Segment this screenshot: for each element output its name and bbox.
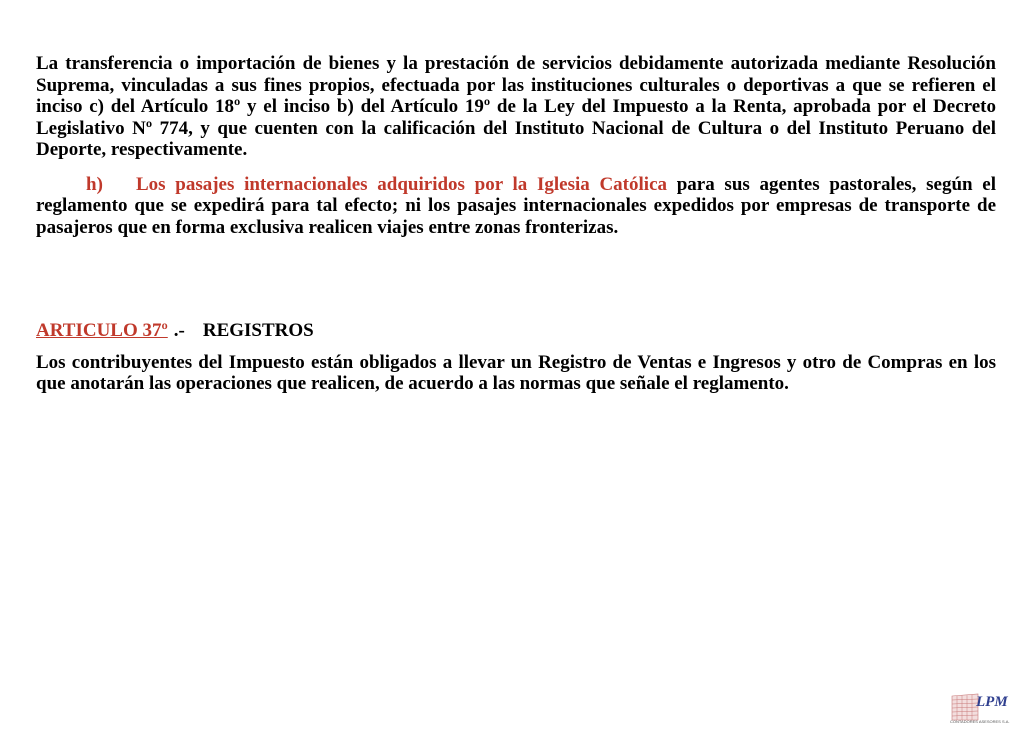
article-separator: .-	[173, 320, 185, 341]
paragraph-registros: Los contribuyentes del Impuesto están obligados a llevar un Registro de Ventas e Ingresos y otro de Compras en los que anotarán las operaciones que realicen, de acuerdo a las normas que señale el reglamento.	[36, 351, 996, 394]
article-number-link[interactable]: ARTICULO 37º	[36, 320, 168, 341]
lpm-logo	[948, 692, 1014, 726]
paragraph-transferencia: La transferencia o importación de bienes y la prestación de servicios debidamente autorizada mediante Resolución Suprema, vinculadas a sus fines propios, efectuada por las instituciones culturales o deportivas a que se refieren el inciso c) del Artículo 18º y el inciso b) del Artículo 19º de la Ley del Impuesto a la Renta, aprobada por el Decreto Legislativo Nº 774, y que cuenten con la calificación del Instituto Nacional de Cultura o del Instituto Peruano del Deporte, respectivamente.	[36, 53, 996, 160]
item-h-marker: h)	[86, 173, 103, 195]
item-h-highlight: Los pasajes internacionales adquiridos por la Iglesia Católica	[136, 173, 668, 195]
article-title: REGISTROS	[202, 320, 314, 341]
document-body	[36, 53, 996, 414]
item-h-text: para sus agentes pastorales, según el reglamento que se expedirá para tal efecto; ni los pasajes internacionales expedidos por empresas de transporte de pasajeros que en forma exclusiva realicen viajes entre zonas fronterizas.	[36, 173, 996, 238]
item-h	[36, 174, 996, 239]
logo-mark: LPM	[976, 694, 1008, 710]
logo-subtitle: CONTADORES ASESORES S.A.	[950, 719, 1010, 724]
article-heading	[36, 320, 996, 342]
